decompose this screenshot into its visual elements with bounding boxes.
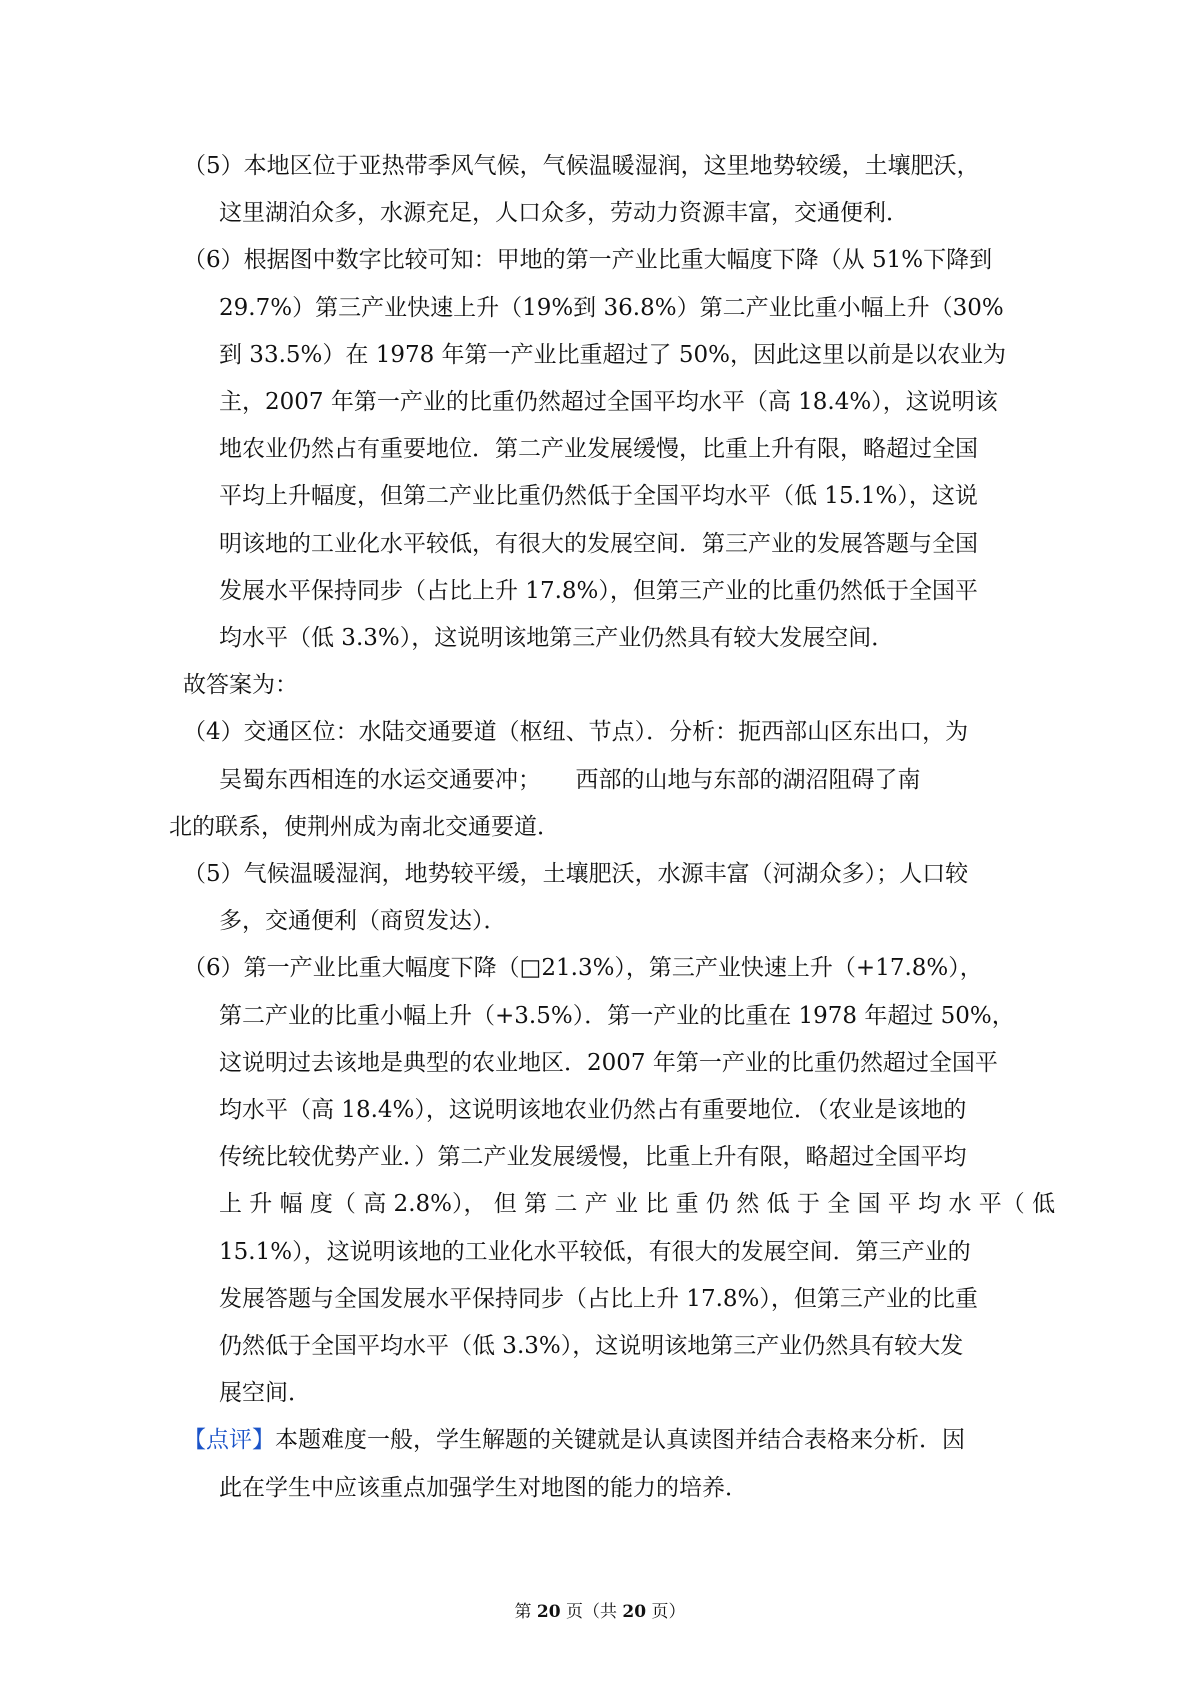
text-line: 29.7%）第三产业快速上升（19%到 36.8%）第二产业比重小幅上升（30% (219, 294, 1004, 321)
text-line: （5）气候温暖湿润，地势较平缓，土壤肥沃，水源丰富（河湖众多）；人口较 (183, 861, 969, 888)
text-line: 吴蜀东西相连的水运交通要冲； 西部的山地与东部的湖沼阻碍了南 (219, 766, 921, 793)
footer-prefix: 第 (514, 1602, 537, 1622)
text-line: 这说明过去该地是典型的农业地区．2007 年第一产业的比重仍然超过全国平 (219, 1049, 998, 1076)
text-line: 北的联系，使荆州成为南北交通要道． (169, 813, 560, 840)
text-line: 传统比较优势产业．）第二产业发展缓慢，比重上升有限，略超过全国平均 (219, 1144, 967, 1171)
page-content (169, 143, 1056, 1512)
answer-heading-text: 故答案为： (183, 672, 298, 699)
answer-6 (183, 945, 1056, 1417)
text-line: 到 33.5%）在 1978 年第一产业比重超过了 50%，因此这里以前是以农业为 (219, 341, 1006, 368)
comment-first-line (183, 1417, 1023, 1464)
text-line: 仍然低于全国平均水平（低 3.3%），这说明该地第三产业仍然具有较大发 (219, 1333, 964, 1360)
footer-suffix: 页） (646, 1602, 686, 1622)
text-line: 发展答题与全国发展水平保持同步（占比上升 17.8%），但第三产业的比重 (219, 1285, 978, 1312)
text-line: （4）交通区位：水陆交通要道（枢纽、节点）．分析：扼西部山区东出口，为 (183, 719, 969, 746)
answer-4 (169, 709, 1023, 851)
text-line: 这里湖泊众多，水源充足，人口众多，劳动力资源丰富，交通便利． (219, 200, 909, 227)
text-line: 平均上升幅度，但第二产业比重仍然低于全国平均水平（低 15.1%），这说 (219, 483, 978, 510)
footer-middle: 页（共 (560, 1602, 623, 1622)
text-line: 发展水平保持同步（占比上升 17.8%），但第三产业的比重仍然低于全国平 (219, 577, 978, 604)
text-line: 主，2007 年第一产业的比重仍然超过全国平均水平（高 18.4%），这说明该 (219, 389, 998, 416)
text-line: 地农业仍然占有重要地位．第二产业发展缓慢，比重上升有限，略超过全国 (219, 436, 978, 463)
text-line: 均水平（低 3.3%），这说明该地第三产业仍然具有较大发展空间． (219, 625, 895, 652)
comment-tag: 【点评】 (183, 1427, 275, 1454)
page-footer (0, 1597, 1200, 1622)
text-line: （6）第一产业比重大幅度下降（□21.3%），第三产业快速上升（+17.8%）， (183, 955, 983, 982)
answer-5-analysis (183, 143, 1023, 237)
text-line: 明该地的工业化水平较低，有很大的发展空间．第三产业的发展答题与全国 (219, 530, 978, 557)
answer-6-analysis (183, 237, 1023, 662)
text-line: 15.1%），这说明该地的工业化水平较低，有很大的发展空间．第三产业的 (219, 1238, 971, 1265)
text-line: 展空间． (219, 1380, 311, 1407)
answer-5 (183, 851, 1023, 945)
text-line: （5）本地区位于亚热带季风气候，气候温暖湿润，这里地势较缓，土壤肥沃， (183, 153, 980, 179)
text-line: 第二产业的比重小幅上升（+3.5%）．第一产业的比重在 1978 年超过 50%， (219, 1002, 1015, 1029)
footer-total-pages: 20 (622, 1602, 647, 1622)
text-line: 均水平（高 18.4%），这说明该地农业仍然占有重要地位．（农业是该地的 (219, 1097, 967, 1124)
footer-page-number: 20 (536, 1602, 561, 1622)
comment-text: 本题难度一般，学生解题的关键就是认真读图并结合表格来分析．因 (275, 1427, 965, 1454)
text-line: 多，交通便利（商贸发达）． (219, 908, 507, 935)
answer-heading (183, 662, 1023, 709)
comment-second-line: 此在学生中应该重点加强学生对地图的能力的培养． (219, 1474, 748, 1501)
comment-section (183, 1417, 1023, 1511)
text-line: （6）根据图中数字比较可知：甲地的第一产业比重大幅度下降（从 51%下降到 (183, 247, 993, 274)
text-line: 上 升 幅 度（ 高 2.8%）， 但 第 二 产 业 比 重 仍 然 低 于 全 国 平 均 水 平（ 低 (219, 1191, 1056, 1218)
